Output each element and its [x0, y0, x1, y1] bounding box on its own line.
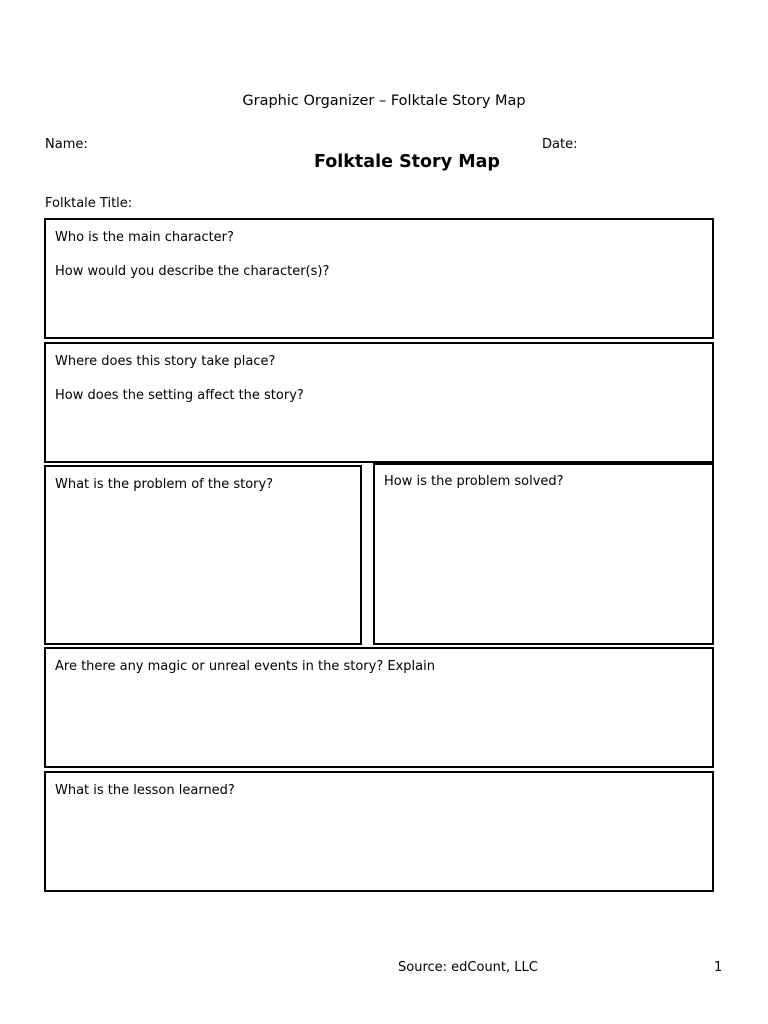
magic-events-question: Are there any magic or unreal events in the story? Explain: [55, 659, 435, 674]
magic-events-box[interactable]: [44, 647, 714, 768]
lesson-question: What is the lesson learned?: [55, 783, 235, 798]
lesson-box[interactable]: [44, 771, 714, 892]
folktale-title-label: Folktale Title:: [45, 196, 133, 211]
setting-effect-question: How does the setting affect the story?: [55, 388, 304, 403]
page-title: Folktale Story Map: [314, 152, 500, 172]
setting-question: Where does this story take place?: [55, 354, 276, 369]
document-header-title: Graphic Organizer – Folktale Story Map: [242, 93, 526, 109]
date-field-label: Date:: [542, 137, 578, 152]
page-number: 1: [714, 960, 723, 975]
problem-question: What is the problem of the story?: [55, 477, 274, 492]
character-box[interactable]: [44, 218, 714, 339]
setting-box[interactable]: [44, 342, 714, 463]
character-question: Who is the main character?: [55, 230, 234, 245]
footer-source: Source: edCount, LLC: [398, 960, 538, 975]
name-field-label: Name:: [45, 137, 88, 152]
solution-question: How is the problem solved?: [384, 474, 564, 489]
problem-box[interactable]: [44, 465, 362, 645]
solution-box[interactable]: [373, 463, 714, 645]
character-description-question: How would you describe the character(s)?: [55, 264, 330, 279]
